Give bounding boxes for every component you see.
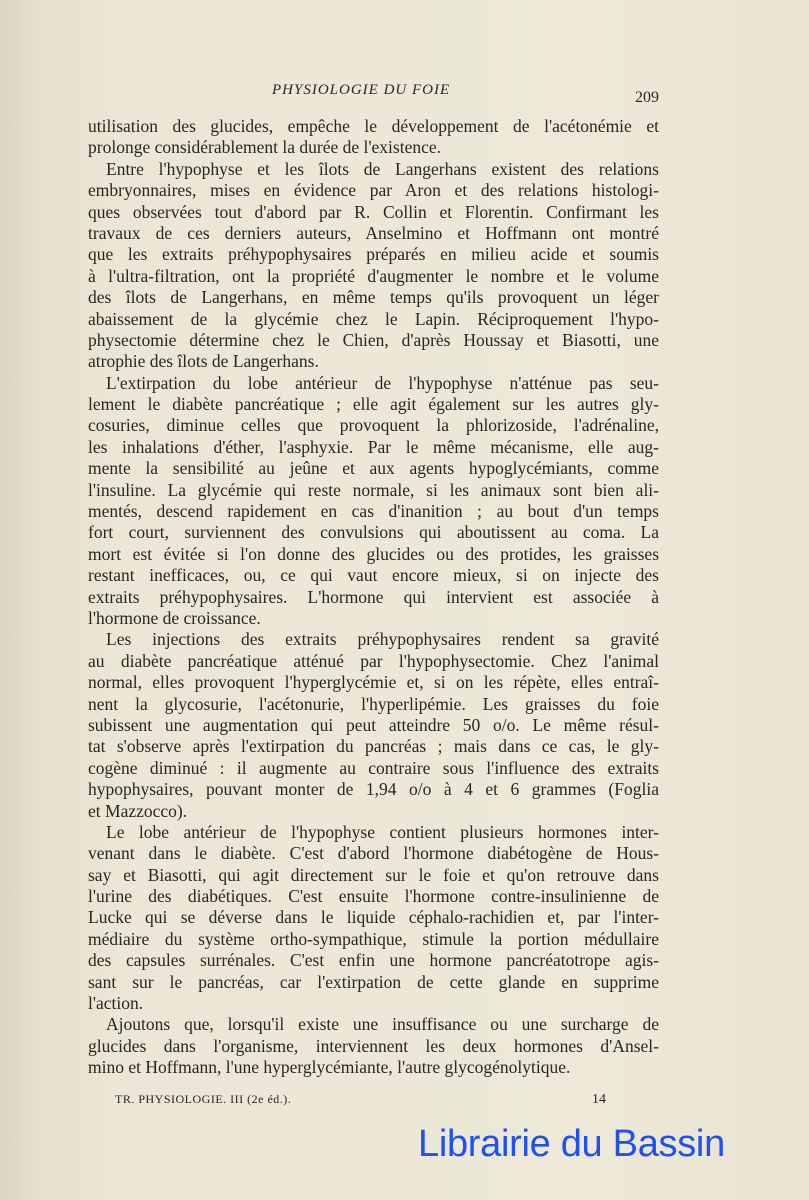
text-line: Les injections des extraits préhypophysaires rendent sa gravité (106, 629, 659, 650)
text-line: médiaire du système ortho-sympathique, stimule la portion médullaire (88, 928, 659, 949)
paragraph (88, 629, 659, 822)
text-line: fort court, surviennent des convulsions qui aboutissent au coma. La (88, 522, 659, 543)
text-line: l'insuline. La glycémie qui reste normale, si les animaux sont bien ali- (88, 479, 659, 500)
text-line: et Mazzocco). (88, 800, 188, 821)
page-number: 209 (635, 89, 659, 106)
signature-mark: 14 (592, 1092, 606, 1107)
running-title: PHYSIOLOGIE DU FOIE (272, 82, 451, 98)
paragraph (88, 822, 659, 1015)
text-line: Ajoutons que, lorsqu'il existe une insuffisance ou une surcharge de (106, 1014, 659, 1035)
text-line: Entre l'hypophyse et les îlots de Langerhans existent des relations (106, 158, 659, 179)
text-line: mort est évitée si l'on donne des glucides ou des protides, les graisses (88, 543, 659, 564)
text-line: à l'ultra-filtration, ont la propriété d'augmenter le nombre et le volume (88, 265, 659, 286)
text-line: sant sur le pancréas, car l'extirpation de cette glande en supprime (88, 971, 659, 992)
paragraph (88, 116, 659, 159)
text-line: atrophie des îlots de Langerhans. (88, 351, 319, 372)
text-line: Lucke qui se déverse dans le liquide céphalo-rachidien et, par l'inter- (88, 907, 659, 928)
text-line: subissent une augmentation qui peut atteindre 50 o/o. Le même résul- (88, 714, 659, 735)
text-line: l'urine des diabétiques. C'est ensuite l'hormone contre-insulinienne de (88, 886, 659, 907)
text-line: prolonge considérablement la durée de l'existence. (88, 137, 442, 158)
text-line: les inhalations d'éther, l'asphyxie. Par le même mécanisme, elle aug- (88, 436, 659, 457)
text-line: cosuries, diminue celles que provoquent la phlorizoside, l'adrénaline, (88, 415, 659, 436)
text-line: embryonnaires, mises en évidence par Aron et des relations histologi- (88, 180, 659, 201)
text-line: des îlots de Langerhans, en même temps qu'ils provoquent un léger (88, 287, 659, 308)
text-line: Le lobe antérieur de l'hypophyse contient plusieurs hormones inter- (106, 821, 659, 842)
text-line: mentés, descend rapidement en cas d'inanition ; au bout d'un temps (88, 501, 659, 522)
text-line: mino et Hoffmann, l'une hyperglycémiante, l'autre glycogénolytique. (88, 1057, 571, 1078)
watermark: Librairie du Bassin (418, 1123, 725, 1165)
paragraph (88, 159, 659, 373)
text-line: say et Biasotti, qui agit directement sur le foie et qu'on retrouve dans (88, 864, 659, 885)
text-line: utilisation des glucides, empêche le développement de l'acétonémie et (88, 116, 659, 136)
text-line: restant inefficaces, ou, ce qui vaut encore mieux, si on injecte des (88, 565, 659, 586)
text-line: tat s'observe après l'extirpation du pancréas ; mais dans ce cas, le gly- (88, 736, 659, 757)
text-line: travaux de ces derniers auteurs, Anselmino et Hoffmann ont montré (88, 222, 659, 243)
printer-signature: TR. PHYSIOLOGIE. III (2e éd.). (115, 1092, 292, 1106)
text-line: hypophysaires, pouvant monter de 1,94 o/o à 4 et 6 grammes (Foglia (88, 779, 659, 800)
text-line: venant dans le diabète. C'est d'abord l'hormone diabétogène de Hous- (88, 843, 659, 864)
text-line: mente la sensibilité au jeûne et aux agents hypoglycémiants, comme (88, 458, 659, 479)
paragraph (88, 373, 659, 630)
text-line: L'extirpation du lobe antérieur de l'hypophyse n'atténue pas seu- (106, 372, 659, 393)
text-line: lement le diabète pancréatique ; elle agit également sur les autres gly- (88, 394, 659, 415)
text-line: l'action. (88, 993, 144, 1014)
paragraph (88, 1014, 659, 1078)
text-line: ques observées tout d'abord par R. Collin et Florentin. Confirmant les (88, 201, 659, 222)
text-line: que les extraits préhypophysaires préparés en milieu acide et soumis (88, 244, 659, 265)
body-text (88, 116, 659, 1079)
text-line: normal, elles provoquent l'hyperglycémie et, si on les répète, elles entraî- (88, 672, 659, 693)
text-line: au diabète pancréatique atténué par l'hypophysectomie. Chez l'animal (88, 650, 659, 671)
text-line: glucides dans l'organisme, interviennent les deux hormones d'Ansel- (88, 1035, 659, 1056)
text-line: nent la glycosurie, l'acétonurie, l'hyperlipémie. Les graisses du foie (88, 693, 659, 714)
text-line: extraits préhypophysaires. L'hormone qui intervient est associée à (88, 586, 659, 607)
text-line: physectomie détermine chez le Chien, d'après Houssay et Biasotti, une (88, 329, 659, 350)
text-line: abaissement de la glycémie chez le Lapin. Réciproquement l'hypo- (88, 308, 659, 329)
text-line: cogène diminué : il augmente au contraire sous l'influence des extraits (88, 757, 659, 778)
text-line: l'hormone de croissance. (88, 607, 261, 628)
text-line: des capsules surrénales. C'est enfin une hormone pancréatotrope agis- (88, 950, 659, 971)
